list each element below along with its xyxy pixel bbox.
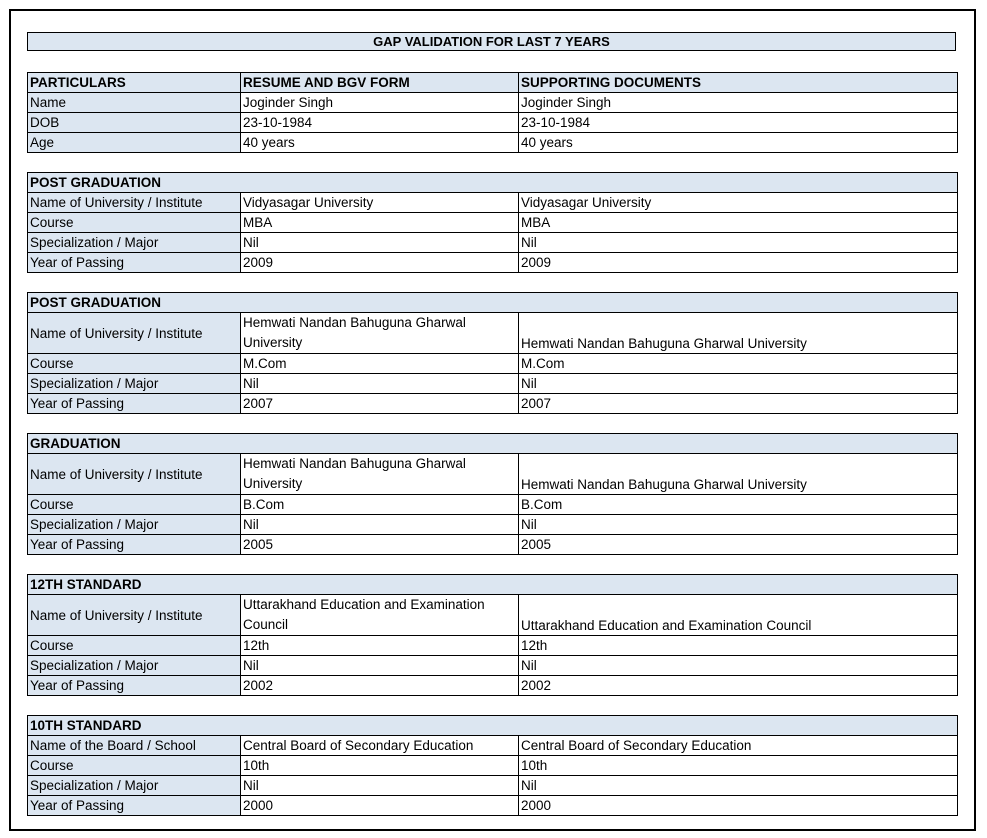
resume-value: 40 years — [241, 133, 519, 153]
table-row — [28, 213, 958, 233]
header-supporting-docs: SUPPORTING DOCUMENTS — [519, 73, 958, 93]
resume-value: Nil — [241, 233, 519, 253]
education-section-table — [27, 715, 958, 816]
header-particulars: PARTICULARS — [28, 73, 241, 93]
resume-value: Nil — [241, 374, 519, 394]
docs-value: Uttarakhand Education and Examination Council — [519, 595, 958, 636]
docs-value: Joginder Singh — [519, 93, 958, 113]
resume-value: 2005 — [241, 535, 519, 555]
row-label: Specialization / Major — [28, 776, 241, 796]
docs-value: Central Board of Secondary Education — [519, 736, 958, 756]
section-heading: 12TH STANDARD — [28, 575, 958, 595]
table-row — [28, 454, 958, 495]
table-row — [28, 595, 958, 636]
education-section-table — [27, 292, 958, 414]
docs-value: Nil — [519, 233, 958, 253]
table-row — [28, 354, 958, 374]
row-label: Course — [28, 756, 241, 776]
resume-value: 2002 — [241, 676, 519, 696]
row-label: Specialization / Major — [28, 515, 241, 535]
header-row — [28, 73, 958, 93]
table-row — [28, 113, 958, 133]
particulars-table — [27, 72, 958, 153]
row-label: Name of University / Institute — [28, 595, 241, 636]
row-label: Year of Passing — [28, 796, 241, 816]
resume-value: Central Board of Secondary Education — [241, 736, 519, 756]
education-section-table — [27, 433, 958, 555]
row-label: Course — [28, 495, 241, 515]
table-row — [28, 495, 958, 515]
row-label: Name — [28, 93, 241, 113]
table-row — [28, 253, 958, 273]
section-heading: GRADUATION — [28, 434, 958, 454]
row-label: Year of Passing — [28, 676, 241, 696]
row-label: Specialization / Major — [28, 233, 241, 253]
row-label: Name of University / Institute — [28, 454, 241, 495]
docs-value: 2000 — [519, 796, 958, 816]
table-row — [28, 776, 958, 796]
header-resume-bgv: RESUME AND BGV FORM — [241, 73, 519, 93]
resume-value: 2009 — [241, 253, 519, 273]
row-label: Name of the Board / School — [28, 736, 241, 756]
docs-value: Vidyasagar University — [519, 193, 958, 213]
resume-value: M.Com — [241, 354, 519, 374]
table-row — [28, 133, 958, 153]
docs-value: 40 years — [519, 133, 958, 153]
section-heading: POST GRADUATION — [28, 173, 958, 193]
row-label: Age — [28, 133, 241, 153]
docs-value: 2005 — [519, 535, 958, 555]
resume-value: Nil — [241, 656, 519, 676]
table-row — [28, 676, 958, 696]
row-label: DOB — [28, 113, 241, 133]
row-label: Name of University / Institute — [28, 313, 241, 354]
resume-value: 23-10-1984 — [241, 113, 519, 133]
section-heading: 10TH STANDARD — [28, 716, 958, 736]
page-title: GAP VALIDATION FOR LAST 7 YEARS — [27, 32, 956, 51]
table-row — [28, 233, 958, 253]
table-row — [28, 535, 958, 555]
row-label: Year of Passing — [28, 394, 241, 414]
resume-value: 12th — [241, 636, 519, 656]
resume-value: Vidyasagar University — [241, 193, 519, 213]
docs-value: 2009 — [519, 253, 958, 273]
table-row — [28, 193, 958, 213]
resume-value: Uttarakhand Education and Examination Council — [241, 595, 519, 636]
row-label: Name of University / Institute — [28, 193, 241, 213]
resume-value: 2000 — [241, 796, 519, 816]
row-label: Specialization / Major — [28, 374, 241, 394]
table-row — [28, 313, 958, 354]
table-row — [28, 636, 958, 656]
table-row — [28, 515, 958, 535]
resume-value: B.Com — [241, 495, 519, 515]
table-row — [28, 656, 958, 676]
table-row — [28, 394, 958, 414]
docs-value: Nil — [519, 776, 958, 796]
table-row — [28, 796, 958, 816]
row-label: Course — [28, 354, 241, 374]
section-heading: POST GRADUATION — [28, 293, 958, 313]
table-row — [28, 374, 958, 394]
row-label: Year of Passing — [28, 535, 241, 555]
docs-value: M.Com — [519, 354, 958, 374]
docs-value: 2002 — [519, 676, 958, 696]
resume-value: Hemwati Nandan Bahuguna Gharwal University — [241, 454, 519, 495]
table-row — [28, 93, 958, 113]
docs-value: Nil — [519, 374, 958, 394]
docs-value: Hemwati Nandan Bahuguna Gharwal University — [519, 313, 958, 354]
resume-value: Nil — [241, 515, 519, 535]
resume-value: 2007 — [241, 394, 519, 414]
resume-value: 10th — [241, 756, 519, 776]
table-row — [28, 756, 958, 776]
docs-value: 2007 — [519, 394, 958, 414]
resume-value: Joginder Singh — [241, 93, 519, 113]
row-label: Course — [28, 636, 241, 656]
docs-value: 12th — [519, 636, 958, 656]
docs-value: 23-10-1984 — [519, 113, 958, 133]
row-label: Specialization / Major — [28, 656, 241, 676]
education-section-table — [27, 574, 958, 696]
resume-value: MBA — [241, 213, 519, 233]
docs-value: Nil — [519, 656, 958, 676]
row-label: Year of Passing — [28, 253, 241, 273]
docs-value: Nil — [519, 515, 958, 535]
docs-value: B.Com — [519, 495, 958, 515]
resume-value: Nil — [241, 776, 519, 796]
row-label: Course — [28, 213, 241, 233]
docs-value: MBA — [519, 213, 958, 233]
table-row — [28, 736, 958, 756]
docs-value: 10th — [519, 756, 958, 776]
education-section-table — [27, 172, 958, 273]
resume-value: Hemwati Nandan Bahuguna Gharwal University — [241, 313, 519, 354]
docs-value: Hemwati Nandan Bahuguna Gharwal University — [519, 454, 958, 495]
